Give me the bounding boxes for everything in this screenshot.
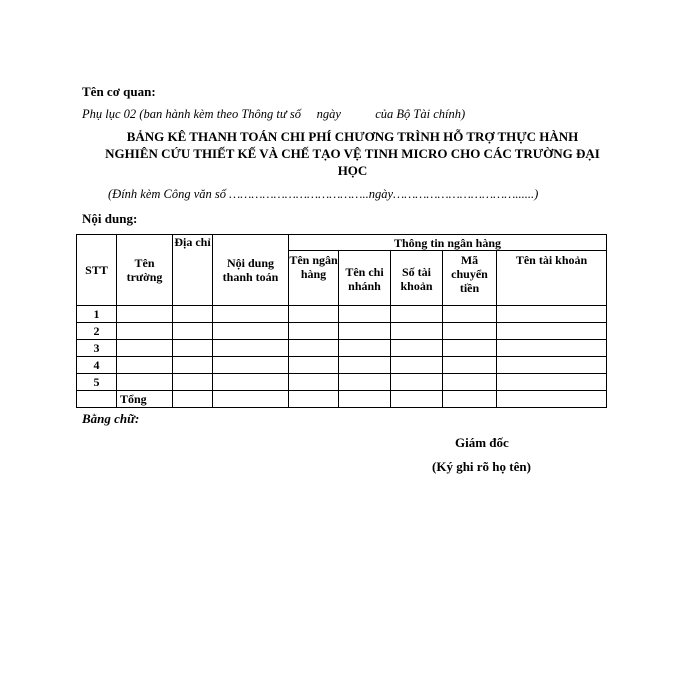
- header-school-name: Tên trường: [117, 235, 173, 306]
- total-label: Tổng: [117, 391, 173, 408]
- signature-note: (Ký ghi rõ họ tên): [432, 459, 531, 474]
- table-row: [77, 374, 607, 391]
- table-cell: [391, 374, 443, 391]
- table-cell: [339, 340, 391, 357]
- table-cell: [117, 323, 173, 340]
- row-number: 3: [77, 340, 117, 357]
- header-stt: STT: [77, 235, 117, 306]
- table-cell: [173, 306, 213, 323]
- table-cell: [289, 306, 339, 323]
- total-row: [77, 391, 607, 408]
- table-cell: [213, 374, 289, 391]
- title-line-1: BẢNG KÊ THANH TOÁN CHI PHÍ CHƯƠNG TRÌNH HỖ TRỢ THỰC HÀNH: [126, 129, 579, 144]
- table-cell: [117, 306, 173, 323]
- table-cell: [339, 391, 391, 408]
- header-account-number: Số tài khoản: [391, 251, 443, 306]
- table-cell: [117, 340, 173, 357]
- table-cell: [339, 306, 391, 323]
- row-number: 2: [77, 323, 117, 340]
- table-cell: [497, 374, 607, 391]
- table-cell: [289, 374, 339, 391]
- table-row: [77, 306, 607, 323]
- table-cell: [391, 340, 443, 357]
- table-cell: [497, 306, 607, 323]
- header-branch-name: Tên chi nhánh: [339, 251, 391, 306]
- table-cell: [497, 391, 607, 408]
- table-cell: [289, 391, 339, 408]
- table-cell: [173, 340, 213, 357]
- table-cell: [173, 374, 213, 391]
- table-cell: [443, 323, 497, 340]
- table-cell: [173, 391, 213, 408]
- table-cell: [391, 391, 443, 408]
- header-bank-info: Thông tin ngân hàng: [289, 235, 607, 251]
- row-number: 5: [77, 374, 117, 391]
- table-row: [77, 357, 607, 374]
- header-payment-content: Nội dung thanh toán: [213, 235, 289, 306]
- table-cell: [497, 323, 607, 340]
- table-cell: [443, 306, 497, 323]
- table-cell: [443, 374, 497, 391]
- table-cell: [443, 340, 497, 357]
- payment-table: [76, 234, 607, 408]
- table-cell: [391, 306, 443, 323]
- table-cell: [289, 357, 339, 374]
- row-number: 1: [77, 306, 117, 323]
- amount-in-words-label: Bằng chữ:: [82, 411, 140, 426]
- table-cell: [173, 357, 213, 374]
- table-cell: [339, 374, 391, 391]
- table-cell: [289, 323, 339, 340]
- table-cell: [289, 340, 339, 357]
- table-cell: [213, 306, 289, 323]
- table-cell: [213, 391, 289, 408]
- agency-label: Tên cơ quan:: [82, 84, 156, 99]
- table-cell: [173, 323, 213, 340]
- attachment-line: (Đính kèm Công văn số ………………………………..ngày……………………………......): [108, 187, 539, 201]
- table-cell: [443, 357, 497, 374]
- content-label: Nội dung:: [82, 211, 138, 226]
- table-cell: [213, 323, 289, 340]
- table-cell: [497, 340, 607, 357]
- table-cell: [497, 357, 607, 374]
- table-row: [77, 340, 607, 357]
- title-line-3: HỌC: [337, 163, 368, 178]
- table-cell: [339, 323, 391, 340]
- document-title: [80, 128, 625, 179]
- table-cell: [443, 391, 497, 408]
- table-cell: [391, 323, 443, 340]
- row-number: 4: [77, 357, 117, 374]
- appendix-line: Phụ lục 02 (ban hành kèm theo Thông tư số ngày của Bộ Tài chính): [82, 107, 466, 121]
- signature-title: Giám đốc: [455, 435, 509, 450]
- title-line-2: NGHIÊN CỨU THIẾT KẾ VÀ CHẾ TẠO VỆ TINH MICRO CHO CÁC TRƯỜNG ĐẠI: [105, 146, 600, 161]
- table-cell: [391, 357, 443, 374]
- table-cell: [77, 391, 117, 408]
- header-bank-name: Tên ngân hàng: [289, 251, 339, 306]
- table-cell: [213, 357, 289, 374]
- table-cell: [339, 357, 391, 374]
- header-account-name: Tên tài khoản: [497, 251, 607, 306]
- header-transfer-code: Mã chuyển tiền: [443, 251, 497, 306]
- table-cell: [213, 340, 289, 357]
- table-cell: [117, 357, 173, 374]
- header-address: Địa chỉ: [173, 235, 213, 306]
- table-cell: [117, 374, 173, 391]
- table-row: [77, 323, 607, 340]
